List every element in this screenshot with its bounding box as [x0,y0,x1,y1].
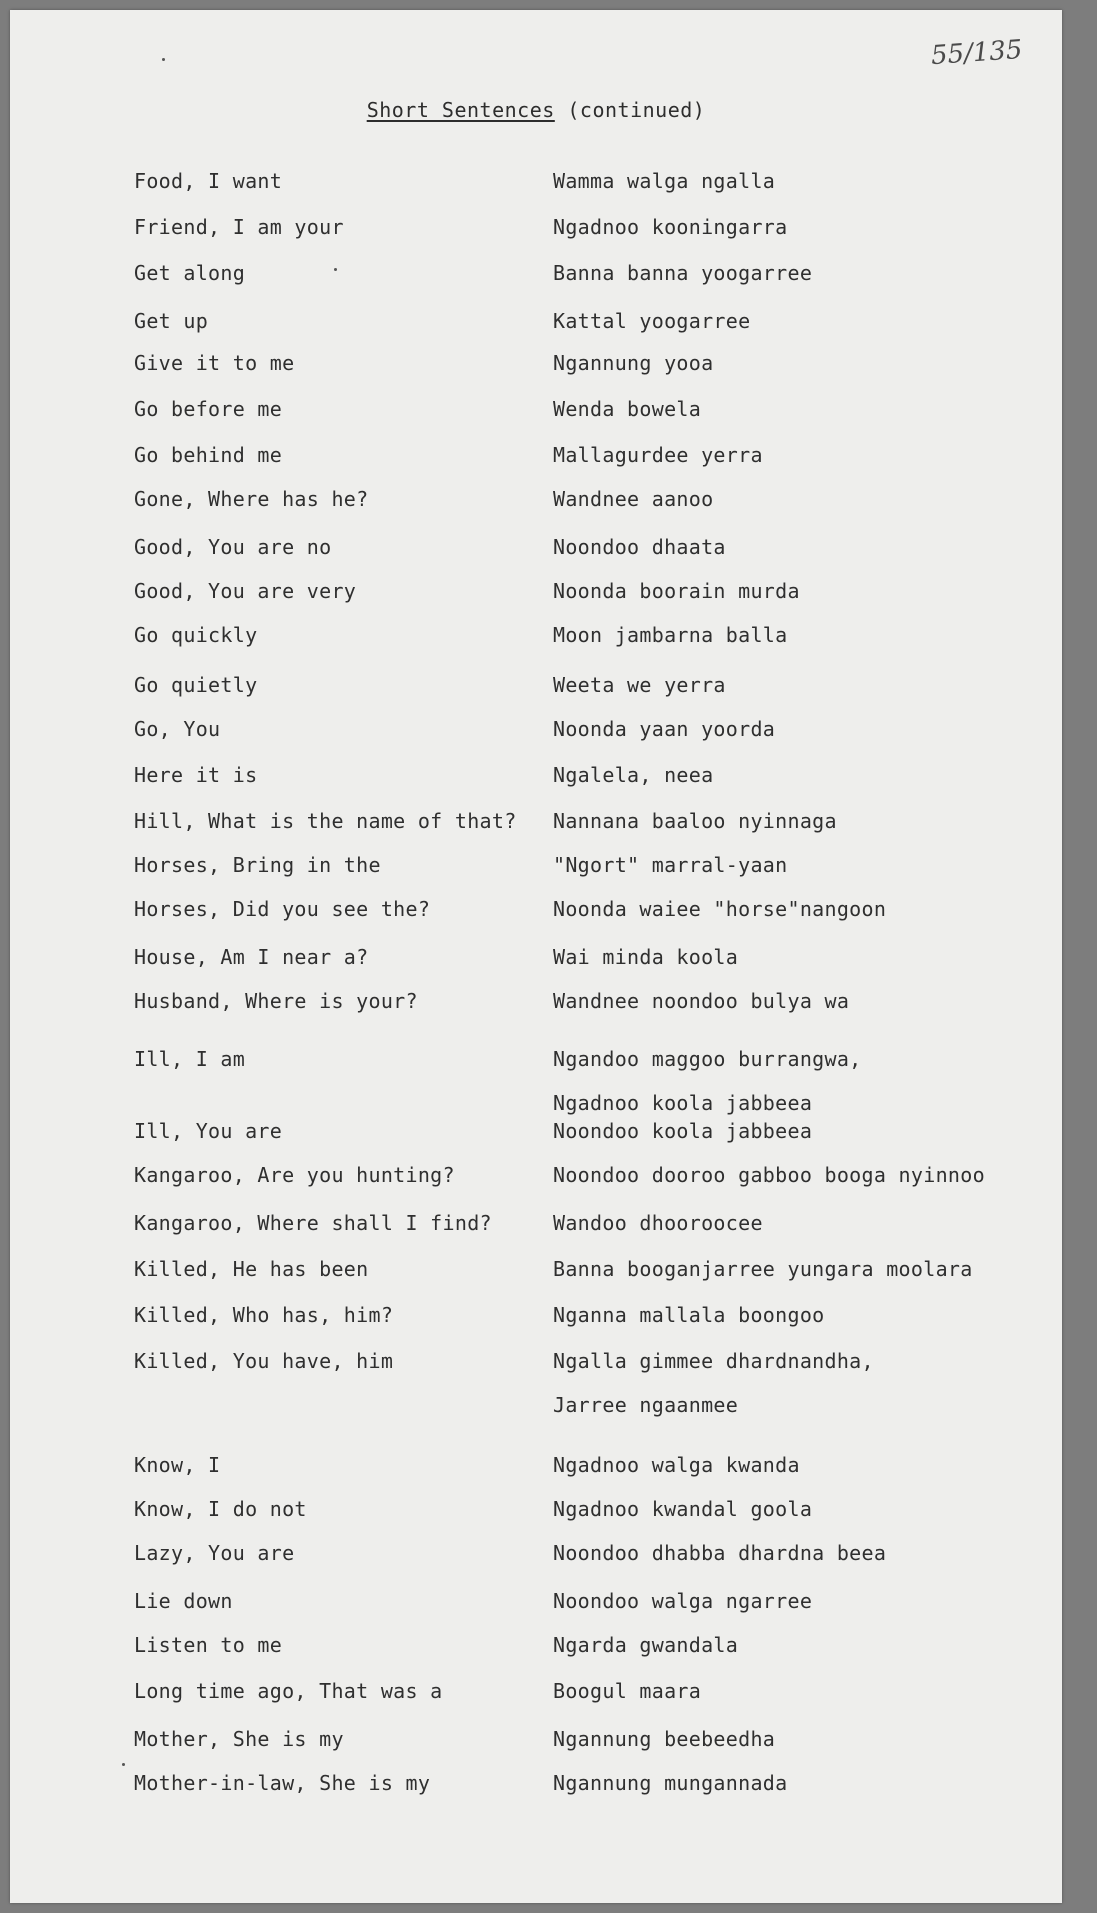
english-phrase: Horses, Did you see the? [134,897,431,921]
english-phrase: Kangaroo, Where shall I find? [134,1211,492,1235]
aboriginal-translation: Ngannung yooa [553,351,714,375]
aboriginal-translation: Noondoo dhaata [553,535,726,559]
aboriginal-translation: Noondoo dhabba dhardna beea [553,1541,887,1565]
english-phrase: House, Am I near a? [134,945,369,969]
aboriginal-translation: Noondoo dooroo gabboo booga nyinnoo [553,1163,985,1187]
aboriginal-translation: Ngandoo maggoo burrangwa, Ngadnoo koola jabbeea [553,1047,862,1115]
english-phrase: Here it is [134,763,258,787]
english-phrase: Go behind me [134,443,283,467]
english-phrase: Kangaroo, Are you hunting? [134,1163,455,1187]
aboriginal-translation: Noondoo koola jabbeea [553,1119,813,1143]
aboriginal-translation: Wai minda koola [553,945,739,969]
aboriginal-translation: Ngadnoo kooningarra [553,215,788,239]
english-phrase: Mother, She is my [134,1727,344,1751]
page-title-suffix: (continued) [567,98,706,122]
english-phrase: Know, I do not [134,1497,307,1521]
english-phrase: Know, I [134,1453,221,1477]
document-page [10,10,1062,1903]
english-phrase: Friend, I am your [134,215,344,239]
aboriginal-translation: Mallagurdee yerra [553,443,763,467]
aboriginal-translation: Nannana baaloo nyinnaga [553,809,837,833]
english-phrase: Good, You are very [134,579,357,603]
english-phrase: Killed, He has been [134,1257,369,1281]
english-phrase: Lazy, You are [134,1541,295,1565]
aboriginal-translation: Noonda yaan yoorda [553,717,776,741]
english-phrase: Listen to me [134,1633,283,1657]
page-number: 55/135 [929,34,1023,72]
page-title [10,98,1062,122]
page-title-main: Short Sentences [366,98,555,122]
aboriginal-translation: Wandnee aanoo [553,487,714,511]
paper-speck [162,58,165,61]
english-phrase: Good, You are no [134,535,332,559]
aboriginal-translation: Moon jambarna balla [553,623,788,647]
english-phrase: Get along [134,261,246,285]
english-phrase: Lie down [134,1589,233,1613]
aboriginal-translation: Wenda bowela [553,397,702,421]
aboriginal-translation: Banna banna yoogarree [553,261,813,285]
english-phrase: Go before me [134,397,283,421]
english-phrase: Ill, You are [134,1119,283,1143]
paper-speck [122,1763,125,1766]
aboriginal-translation: Ngadnoo kwandal goola [553,1497,813,1521]
english-phrase: Hill, What is the name of that? [134,809,517,833]
english-phrase: Long time ago, That was a [134,1679,443,1703]
aboriginal-translation: Ngalela, neea [553,763,714,787]
aboriginal-translation: Boogul maara [553,1679,702,1703]
aboriginal-translation: Wandoo dhooroocee [553,1211,763,1235]
english-phrase: Ill, I am [134,1047,246,1071]
english-phrase: Go quietly [134,673,258,697]
aboriginal-translation: Banna booganjarree yungara moolara [553,1257,973,1281]
english-phrase: Gone, Where has he? [134,487,369,511]
aboriginal-translation: Kattal yoogarree [553,309,751,333]
english-phrase: Go quickly [134,623,258,647]
aboriginal-translation: Ngadnoo walga kwanda [553,1453,800,1477]
english-phrase: Killed, Who has, him? [134,1303,394,1327]
english-phrase: Give it to me [134,351,295,375]
english-phrase: Mother-in-law, She is my [134,1771,431,1795]
aboriginal-translation: Noonda waiee "horse"nangoon [553,897,887,921]
aboriginal-translation: Ngalla gimmee dhardnandha, Jarree ngaanmee [553,1349,874,1417]
aboriginal-translation: Ngarda gwandala [553,1633,739,1657]
aboriginal-translation: Wamma walga ngalla [553,169,776,193]
english-phrase: Get up [134,309,209,333]
aboriginal-translation: Nganna mallala boongoo [553,1303,825,1327]
english-phrase: Killed, You have, him [134,1349,394,1373]
paper-speck [334,268,337,271]
aboriginal-translation: Noondoo walga ngarree [553,1589,813,1613]
aboriginal-translation: Ngannung beebeedha [553,1727,776,1751]
english-phrase: Food, I want [134,169,283,193]
aboriginal-translation: Noonda boorain murda [553,579,800,603]
aboriginal-translation: "Ngort" marral-yaan [553,853,788,877]
aboriginal-translation: Wandnee noondoo bulya wa [553,989,850,1013]
english-phrase: Horses, Bring in the [134,853,381,877]
aboriginal-translation: Weeta we yerra [553,673,726,697]
english-phrase: Husband, Where is your? [134,989,418,1013]
english-phrase: Go, You [134,717,221,741]
aboriginal-translation: Ngannung mungannada [553,1771,788,1795]
